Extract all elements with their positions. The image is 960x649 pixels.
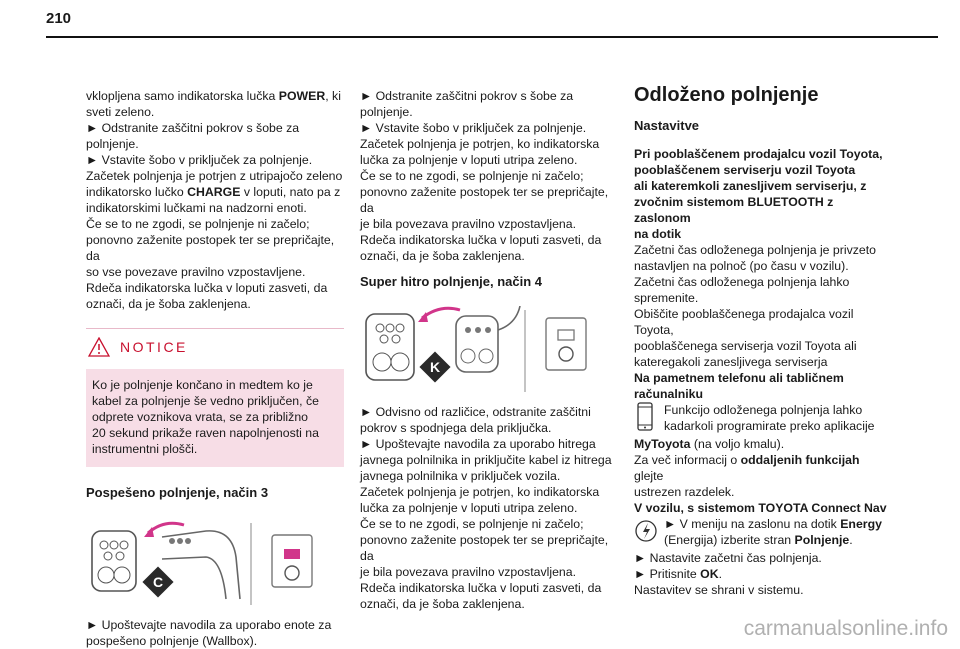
text-line: Začetni čas odloženega polnjenja je privzeto bbox=[634, 243, 876, 257]
bold-line: zvočnim sistemom BLUETOOTH z zaslonom bbox=[634, 195, 834, 225]
text-line: Začetek polnjenja je potrjen, ko indikatorska bbox=[360, 485, 600, 499]
text-line: ► Upoštevajte navodila za uporabo hitrega bbox=[360, 437, 596, 451]
energy-bolt-icon bbox=[634, 516, 660, 546]
text-line: kadarkoli programirate preko aplikacije bbox=[664, 419, 875, 433]
text-line: MyToyota (na voljo kmalu). bbox=[634, 437, 785, 451]
text-line: ► V meniju na zaslonu na dotik Energy bbox=[664, 517, 882, 531]
text-line: sveti zeleno. bbox=[86, 105, 155, 119]
smartphone-note bbox=[634, 402, 892, 436]
text-line: polnjenje. bbox=[360, 105, 413, 119]
text-line: ponovno zaženite postopek ter se prepričajte, da bbox=[360, 533, 609, 563]
text-line: označi, da je šoba zaklenjena. bbox=[86, 297, 251, 311]
bold-line: ali kateremkoli zanesljivem serviserju, z bbox=[634, 179, 867, 193]
column-2 bbox=[360, 88, 618, 612]
smartphone-icon bbox=[634, 402, 656, 432]
energy-menu-step bbox=[634, 516, 892, 550]
text-line: ► Odvisno od različice, odstranite zaščitni bbox=[360, 405, 591, 419]
text-line: ► Vstavite šobo v priključek za polnjenje. bbox=[360, 121, 587, 135]
text-line: Za več informacij o oddaljenih funkcijah glejte bbox=[634, 453, 860, 483]
column-3 bbox=[634, 84, 892, 598]
text-line: indikatorskimi lučkami na nadzorni enoti. bbox=[86, 201, 307, 215]
text-line: označi, da je šoba zaklenjena. bbox=[360, 249, 525, 263]
text-line: ponovno zaženite postopek ter se prepričajte, da bbox=[360, 185, 609, 215]
text-line: je bila povezava pravilno vzpostavljena. bbox=[360, 217, 577, 231]
figure-mode4 bbox=[360, 306, 618, 396]
warning-icon bbox=[88, 337, 110, 357]
notice-title: NOTICE bbox=[120, 339, 188, 355]
column-1 bbox=[86, 88, 344, 649]
text-line: ► Vstavite šobo v priključek za polnjenje. bbox=[86, 153, 313, 167]
text-line: Začetek polnjenja je potrjen, ko indikatorska bbox=[360, 137, 600, 151]
text-line: lučka za polnjenje v loputi utripa zeleno. bbox=[360, 153, 578, 167]
bold-line: na dotik bbox=[634, 227, 682, 241]
text-line: Nastavitev se shrani v sistemu. bbox=[634, 583, 804, 597]
text-line: so vse povezave pravilno vzpostavljene. bbox=[86, 265, 306, 279]
text-line: Če se to ne zgodi, se polnjenje ni začelo; bbox=[86, 217, 310, 231]
text-line: indikatorsko lučko CHARGE v loputi, nato pa z bbox=[86, 185, 341, 199]
notice-header bbox=[86, 335, 344, 359]
text-line: Rdeča indikatorska lučka v loputi zasveti, da bbox=[86, 281, 328, 295]
text-line: Če se to ne zgodi, se polnjenje ni začelo; bbox=[360, 517, 584, 531]
notice-box bbox=[86, 328, 344, 467]
text-line: ► Odstranite zaščitni pokrov s šobe za bbox=[86, 121, 300, 135]
text-line: pospešeno polnjenje (Wallbox). bbox=[86, 634, 258, 648]
figure-letter: C bbox=[152, 574, 164, 590]
text-line: ► Nastavite začetni čas polnjenja. bbox=[634, 551, 822, 565]
text-line: (Energija) izberite stran Polnjenje. bbox=[664, 533, 853, 547]
text-line: javnega polnilnika in priključite kabel iz hitrega bbox=[360, 453, 612, 467]
figure-mode3 bbox=[86, 519, 344, 609]
text-line: javnega polnilnika v priključek vozila. bbox=[360, 469, 561, 483]
watermark: carmanualsonline.info bbox=[743, 617, 948, 640]
notice-line: kabel za polnjenje še vedno priključen, če bbox=[92, 394, 319, 408]
bold-line: pooblaščenem serviserju vozil Toyota bbox=[634, 163, 856, 177]
notice-line: odprete voznikova vrata, se za približno bbox=[92, 410, 308, 424]
bold-line: Na pametnem telefonu ali tabličnem bbox=[634, 371, 844, 385]
text-line: Rdeča indikatorska lučka v loputi zasveti, da bbox=[360, 233, 602, 247]
text-line: je bila povezava pravilno vzpostavljena. bbox=[360, 565, 577, 579]
text-line: Rdeča indikatorska lučka v loputi zasveti, da bbox=[360, 581, 602, 595]
text-line: Če se to ne zgodi, se polnjenje ni začelo; bbox=[360, 169, 584, 183]
notice-line: instrumentni plošči. bbox=[92, 442, 198, 456]
text-line: pooblaščenega serviserja vozil Toyota ali bbox=[634, 339, 857, 353]
text-line: označi, da je šoba zaklenjena. bbox=[360, 597, 525, 611]
header-rule bbox=[46, 36, 938, 38]
text-line: ► Upoštevajte navodila za uporabo enote za bbox=[86, 618, 332, 632]
text-line: lučka za polnjenje v loputi utripa zeleno. bbox=[360, 501, 578, 515]
bold-line: računalniku bbox=[634, 387, 704, 401]
text-line: Funkcijo odloženega polnjenja lahko bbox=[664, 403, 863, 417]
text-line: polnjenje. bbox=[86, 137, 139, 151]
text-line: ► Odstranite zaščitni pokrov s šobe za bbox=[360, 89, 574, 103]
text-line: Začetni čas odloženega polnjenja lahko bbox=[634, 275, 850, 289]
text-line: Začetek polnjenja je potrjen z utripajočo zeleno bbox=[86, 169, 343, 183]
text-line: nastavljen na polnoč (po času v vozilu). bbox=[634, 259, 849, 273]
section-title-mode3: Pospešeno polnjenje, način 3 bbox=[86, 485, 269, 500]
text-line: ponovno zaženite postopek ter se prepričajte, da bbox=[86, 233, 335, 263]
section-title-mode4: Super hitro polnjenje, način 4 bbox=[360, 274, 543, 289]
subsection-heading: Nastavitve bbox=[634, 118, 700, 133]
text-line: Obiščite pooblaščenega prodajalca vozil Toyota, bbox=[634, 307, 854, 337]
section-heading: Odloženo polnjenje bbox=[634, 84, 819, 106]
page-number: 210 bbox=[46, 10, 72, 27]
text-line: ► Pritisnite OK. bbox=[634, 567, 723, 581]
text-line: spremenite. bbox=[634, 291, 699, 305]
charging-illustration-mode3 bbox=[86, 519, 344, 609]
figure-letter: K bbox=[429, 359, 441, 375]
bold-line: Pri pooblaščenem prodajalcu vozil Toyota, bbox=[634, 147, 883, 161]
notice-line: 20 sekund prikaže raven napolnjenosti na bbox=[92, 426, 319, 440]
text-line: vklopljena samo indikatorska lučka POWER, ki bbox=[86, 89, 341, 103]
notice-line: Ko je polnjenje končano in medtem ko je bbox=[92, 378, 313, 392]
text-line: ustrezen razdelek. bbox=[634, 485, 735, 499]
notice-body bbox=[86, 369, 344, 467]
text-line: kateregakoli zanesljivega serviserja bbox=[634, 355, 828, 369]
text-line: pokrov s spodnjega dela priključka. bbox=[360, 421, 552, 435]
bold-line: V vozilu, s sistemom TOYOTA Connect Nav bbox=[634, 501, 887, 515]
charging-illustration-mode4 bbox=[360, 306, 618, 396]
